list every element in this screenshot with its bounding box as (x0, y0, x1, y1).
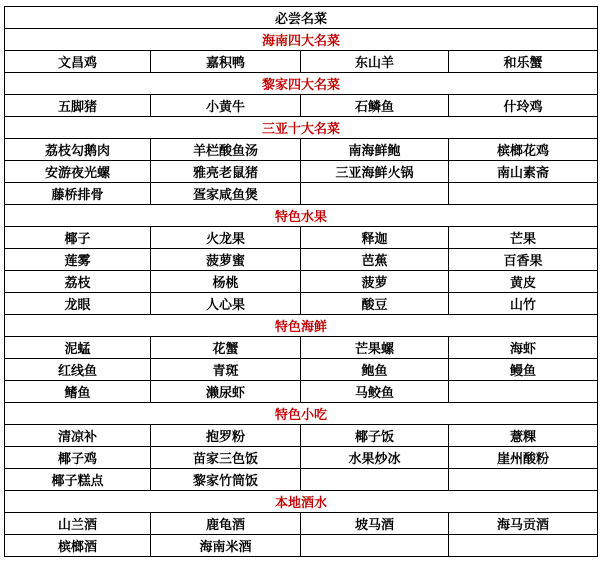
dish-row (5, 447, 598, 469)
dish-cell (301, 469, 449, 491)
dish-cell: 藤桥排骨 (5, 183, 151, 205)
section-header: 特色水果 (5, 205, 598, 227)
table-title: 必尝名菜 (5, 7, 598, 29)
dish-cell: 南山素斋 (449, 161, 598, 183)
dish-cell: 薏粿 (449, 425, 598, 447)
dish-cell: 人心果 (151, 293, 301, 315)
section-header: 本地酒水 (5, 491, 598, 513)
dish-cell: 海马贡酒 (449, 513, 598, 535)
section-header-row (5, 491, 598, 513)
dish-cell: 莲雾 (5, 249, 151, 271)
dish-row (5, 469, 598, 491)
dish-cell: 荔枝勾鹅肉 (5, 139, 151, 161)
dish-cell: 鳗鱼 (449, 359, 598, 381)
dish-cell: 红线鱼 (5, 359, 151, 381)
dish-row (5, 51, 598, 73)
dish-cell: 山竹 (449, 293, 598, 315)
dish-row (5, 183, 598, 205)
dish-cell: 三亚海鲜火锅 (301, 161, 449, 183)
dish-row (5, 271, 598, 293)
dish-cell: 菠萝 (301, 271, 449, 293)
dish-cell: 槟榔花鸡 (449, 139, 598, 161)
dish-row (5, 425, 598, 447)
dish-cell (301, 183, 449, 205)
section-header-row (5, 29, 598, 51)
dish-cell: 羊栏酸鱼汤 (151, 139, 301, 161)
dish-row (5, 139, 598, 161)
dish-cell (301, 535, 449, 557)
dish-cell: 苗家三色饭 (151, 447, 301, 469)
dish-cell: 疍家咸鱼煲 (151, 183, 301, 205)
section-header: 海南四大名菜 (5, 29, 598, 51)
dish-cell: 清凉补 (5, 425, 151, 447)
dish-cell: 芒果 (449, 227, 598, 249)
dish-cell: 和乐蟹 (449, 51, 598, 73)
dish-cell: 释迦 (301, 227, 449, 249)
dish-cell: 荔枝 (5, 271, 151, 293)
dish-cell (449, 535, 598, 557)
dish-cell: 黄皮 (449, 271, 598, 293)
dish-cell: 濑尿虾 (151, 381, 301, 403)
dish-row (5, 249, 598, 271)
dish-row (5, 293, 598, 315)
dish-cell: 南海鲜鲍 (301, 139, 449, 161)
dish-cell: 龙眼 (5, 293, 151, 315)
dish-cell: 什玲鸡 (449, 95, 598, 117)
title-row (5, 7, 598, 29)
dish-row (5, 535, 598, 557)
dish-cell: 抱罗粉 (151, 425, 301, 447)
dish-cell: 泥蜢 (5, 337, 151, 359)
section-header: 三亚十大名菜 (5, 117, 598, 139)
dish-cell: 酸豆 (301, 293, 449, 315)
dish-cell: 山兰酒 (5, 513, 151, 535)
dish-row (5, 337, 598, 359)
dish-cell: 鲍鱼 (301, 359, 449, 381)
section-header: 黎家四大名菜 (5, 73, 598, 95)
dish-row (5, 95, 598, 117)
dish-cell (449, 381, 598, 403)
dish-cell: 芭蕉 (301, 249, 449, 271)
dish-cell: 水果炒冰 (301, 447, 449, 469)
dish-cell: 椰子鸡 (5, 447, 151, 469)
dish-row (5, 359, 598, 381)
dish-cell: 石鳞鱼 (301, 95, 449, 117)
dish-cell: 东山羊 (301, 51, 449, 73)
dish-cell: 文昌鸡 (5, 51, 151, 73)
dish-cell: 鳍鱼 (5, 381, 151, 403)
dish-row (5, 227, 598, 249)
dish-cell: 椰子糕点 (5, 469, 151, 491)
dish-cell: 百香果 (449, 249, 598, 271)
section-header-row (5, 73, 598, 95)
dish-cell: 安游夜光螺 (5, 161, 151, 183)
dish-cell: 马鲛鱼 (301, 381, 449, 403)
section-header: 特色海鲜 (5, 315, 598, 337)
dish-cell: 椰子 (5, 227, 151, 249)
dish-cell: 崖州酸粉 (449, 447, 598, 469)
dish-cell: 火龙果 (151, 227, 301, 249)
dish-cell: 槟榔酒 (5, 535, 151, 557)
menu-table (4, 6, 598, 557)
dish-cell (449, 469, 598, 491)
dish-cell: 雅亮老鼠猪 (151, 161, 301, 183)
dish-cell: 花蟹 (151, 337, 301, 359)
dish-cell: 杨桃 (151, 271, 301, 293)
section-header-row (5, 117, 598, 139)
dish-cell: 芒果螺 (301, 337, 449, 359)
section-header-row (5, 205, 598, 227)
dish-cell: 青斑 (151, 359, 301, 381)
dish-cell: 嘉积鸭 (151, 51, 301, 73)
dish-cell: 黎家竹筒饭 (151, 469, 301, 491)
section-header-row (5, 403, 598, 425)
dish-cell: 鹿龟酒 (151, 513, 301, 535)
dish-cell: 小黄牛 (151, 95, 301, 117)
dish-cell: 海虾 (449, 337, 598, 359)
section-header-row (5, 315, 598, 337)
menu-table-body (5, 7, 598, 557)
dish-cell (449, 183, 598, 205)
dish-cell: 坡马酒 (301, 513, 449, 535)
dish-cell: 椰子饭 (301, 425, 449, 447)
dish-row (5, 381, 598, 403)
dish-cell: 海南米酒 (151, 535, 301, 557)
dish-cell: 五脚猪 (5, 95, 151, 117)
dish-row (5, 161, 598, 183)
section-header: 特色小吃 (5, 403, 598, 425)
dish-cell: 菠萝蜜 (151, 249, 301, 271)
dish-row (5, 513, 598, 535)
